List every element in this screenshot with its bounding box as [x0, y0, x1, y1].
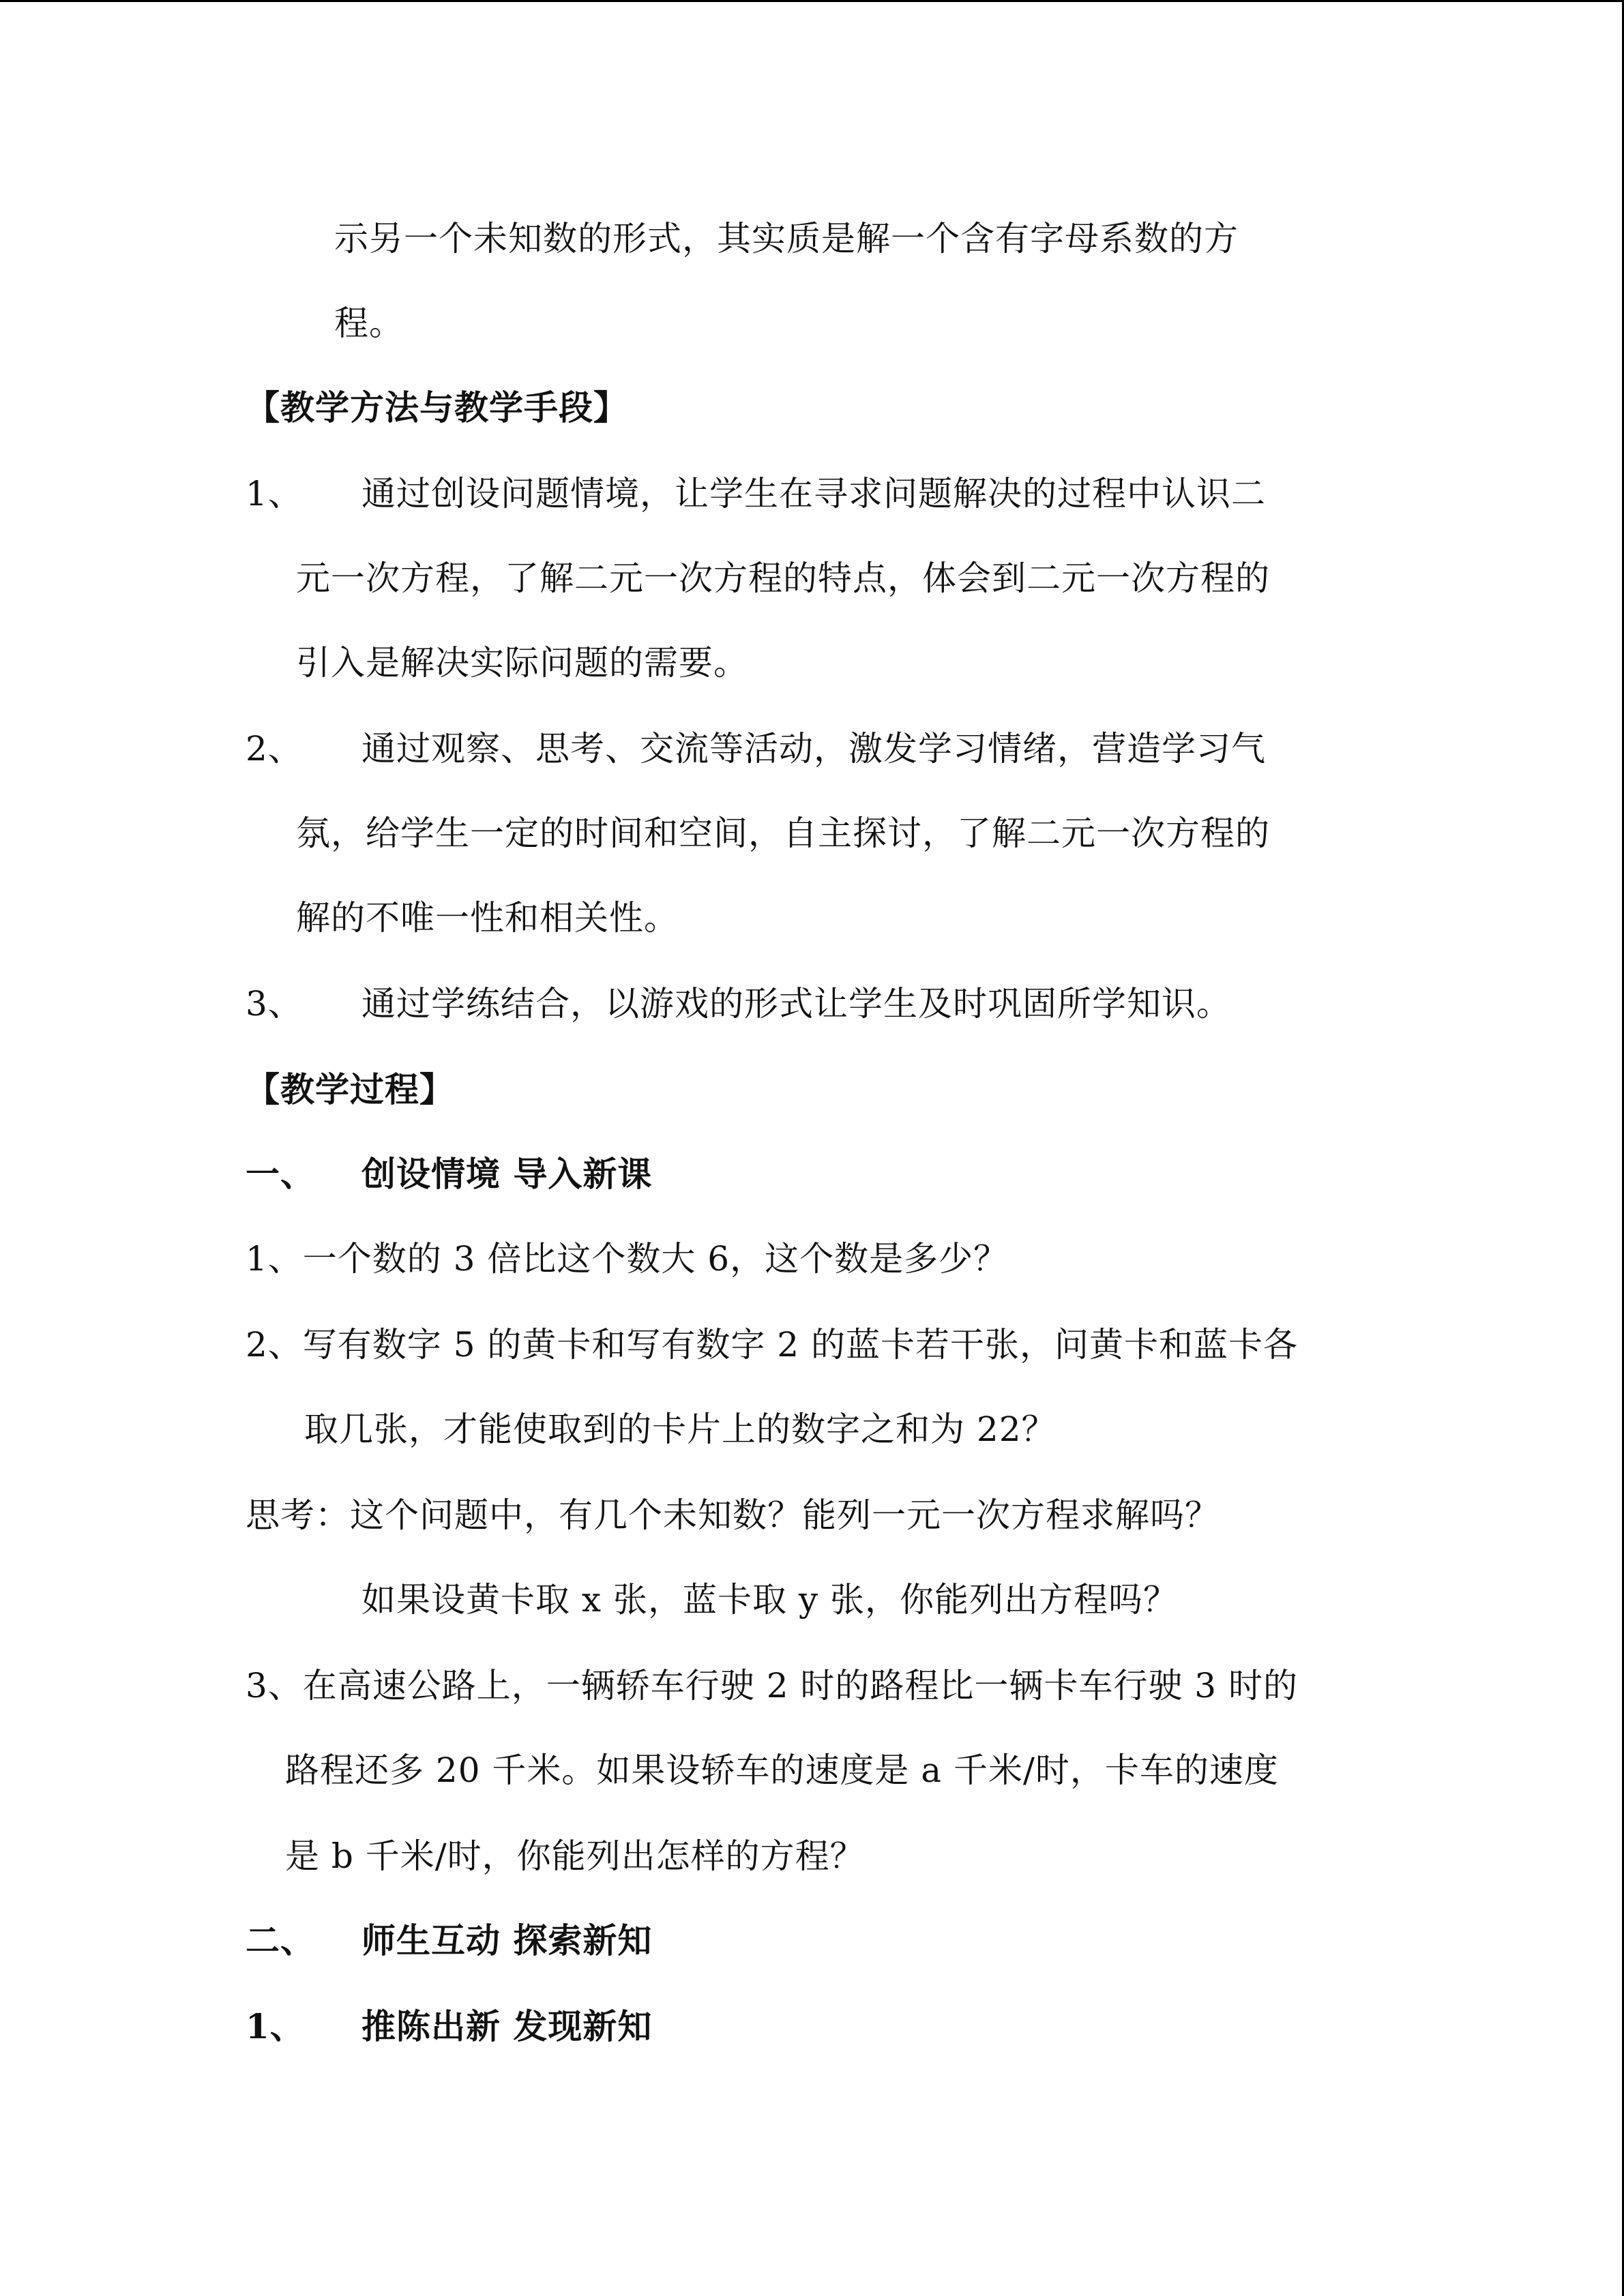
subsection-1-heading: [246, 2005, 652, 2048]
method-item-2-first-line: [246, 727, 1266, 771]
method-item-3-text: 通过学练结合，以游戏的形式让学生及时巩固所学知识。: [361, 984, 1231, 1024]
think-line-2: 如果设黄卡取 x 张，蓝卡取 y 张，你能列出方程吗？: [361, 1580, 1179, 1620]
method-item-1-first-line: [246, 472, 1266, 516]
subsection-1-number: 1、: [246, 2006, 305, 2046]
question-3-line-2: 路程还多 20 千米。如果设轿车的速度是 a 千米/时，卡车的速度: [285, 1750, 1279, 1790]
question-2-line-1: 2、写有数字 5 的黄卡和写有数字 2 的蓝卡若干张，问黄卡和蓝卡各: [246, 1325, 1299, 1365]
methods-heading: 【教学方法与教学手段】: [246, 387, 628, 428]
method-item-3-number: 3、: [246, 984, 303, 1024]
subsection-1-title: 推陈出新 发现新知: [361, 2006, 653, 2046]
method-item-2-line-3: 解的不唯一性和相关性。: [296, 898, 679, 938]
question-1: 1、一个数的 3 倍比这个数大 6，这个数是多少？: [246, 1239, 1009, 1279]
question-3-line-1: 3、在高速公路上，一辆轿车行驶 2 时的路程比一辆卡车行驶 3 时的: [246, 1666, 1299, 1705]
method-item-1-line-3: 引入是解决实际问题的需要。: [296, 643, 748, 683]
section-1-heading: [246, 1152, 652, 1196]
question-2-line-2: 取几张，才能使取到的卡片上的数字之和为 22？: [304, 1410, 1057, 1449]
intro-line-2: 程。: [334, 303, 404, 343]
think-line-1: 思考：这个问题中，有几个未知数？能列一元一次方程求解吗？: [246, 1495, 1220, 1535]
method-item-2-text: 通过观察、思考、交流等活动，激发学习情绪，营造学习气: [361, 729, 1266, 769]
method-item-1-number: 1、: [246, 474, 303, 513]
process-heading: 【教学过程】: [246, 1069, 454, 1109]
section-1-title: 创设情境 导入新课: [361, 1154, 653, 1194]
intro-line-1: 示另一个未知数的形式，其实质是解一个含有字母系数的方: [334, 219, 1239, 258]
method-item-1-line-2: 元一次方程，了解二元一次方程的特点，体会到二元一次方程的: [296, 558, 1270, 598]
method-item-1-text: 通过创设问题情境，让学生在寻求问题解决的过程中认识二: [361, 474, 1266, 513]
section-2-number: 二、: [246, 1920, 315, 1960]
method-item-2-number: 2、: [246, 729, 303, 769]
section-2-title: 师生互动 探索新知: [361, 1920, 653, 1960]
section-1-number: 一、: [246, 1154, 315, 1194]
section-2-heading: [246, 1919, 652, 1963]
method-item-3-first-line: [246, 982, 1231, 1026]
question-3-line-3: 是 b 千米/时，你能列出怎样的方程？: [285, 1836, 865, 1876]
method-item-2-line-2: 氛，给学生一定的时间和空间，自主探讨，了解二元一次方程的: [296, 814, 1270, 853]
